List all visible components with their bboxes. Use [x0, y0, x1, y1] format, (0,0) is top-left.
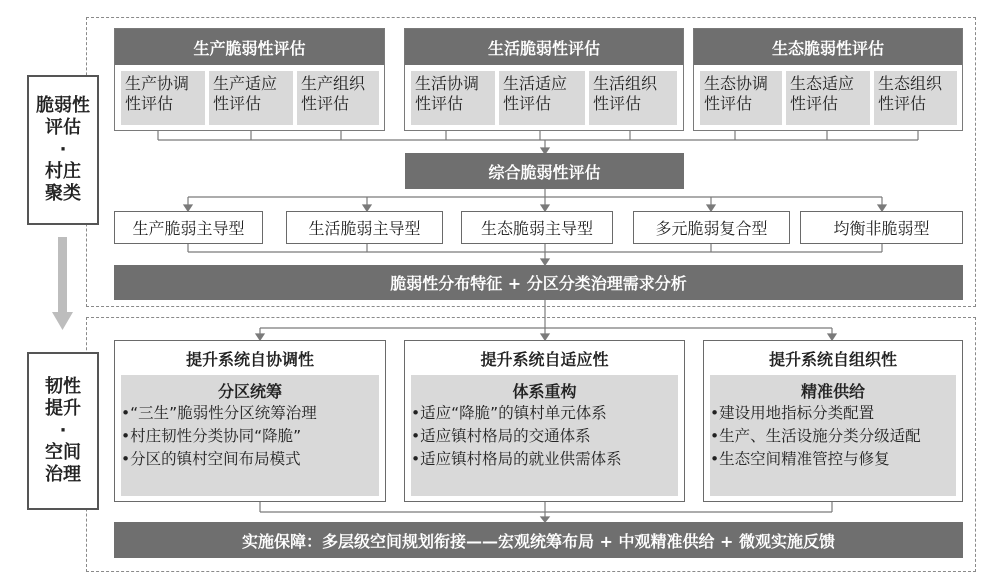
strategy-item: •生态空间精准管控与修复: [710, 450, 890, 468]
strategy-item: •建设用地指标分类配置: [710, 404, 875, 422]
type-balanced: 均衡非脆弱型: [800, 211, 963, 244]
composite-assessment: 综合脆弱性评估: [405, 153, 684, 189]
side-label-evaluation-text: 脆弱性 评估 · 村庄 聚类: [36, 95, 90, 204]
strategy-item: •生产、生活设施分类分级适配: [710, 427, 921, 445]
strategy-coordination: [114, 340, 386, 502]
down-arrow-icon: [52, 237, 73, 330]
strategy-item: •村庄韧性分类协同“降脆”: [121, 427, 302, 445]
strategy-subtitle: 精准供给: [800, 382, 865, 401]
strategy-subtitle: 分区统筹: [217, 382, 282, 401]
strategy-item: •适应镇村格局的交通体系: [411, 427, 591, 445]
sub-assessment: 生态协调 性评估: [700, 71, 782, 125]
assessment-title-ecology: 生态脆弱性评估: [694, 29, 962, 65]
implementation-bar: 实施保障：多层级空间规划衔接——宏观统筹布局 + 中观精准供给 + 微观实施反馈: [114, 522, 963, 558]
assessment-title-living: 生活脆弱性评估: [405, 29, 683, 65]
sub-assessment: 生产组织 性评估: [297, 71, 379, 125]
strategy-detail: [121, 375, 379, 496]
strategy-item: •“三生”脆弱性分区统筹治理: [121, 404, 317, 422]
assessment-group-production: [114, 28, 385, 131]
sub-assessment: 生态适应 性评估: [786, 71, 870, 125]
strategy-item: •适应“降脆”的镇村单元体系: [411, 404, 607, 422]
sub-assessment: 生产协调 性评估: [121, 71, 205, 125]
strategy-item: •适应镇村格局的就业供需体系: [411, 450, 622, 468]
assessment-group-living: [404, 28, 684, 131]
assessment-title-production: 生产脆弱性评估: [115, 29, 384, 65]
sub-assessment: 生活组织 性评估: [589, 71, 677, 125]
analysis-bar: 脆弱性分布特征 + 分区分类治理需求分析: [114, 265, 963, 300]
type-production: 生产脆弱主导型: [114, 211, 263, 244]
strategy-subtitle: 体系重构: [512, 382, 577, 401]
sub-assessment: 生活协调 性评估: [411, 71, 495, 125]
strategy-detail: [411, 375, 678, 496]
side-label-governance-text: 韧性 提升 · 空间 治理: [45, 376, 81, 485]
strategy-detail: [710, 375, 956, 496]
type-ecology: 生态脆弱主导型: [461, 211, 613, 244]
sub-assessment: 生活适应 性评估: [499, 71, 585, 125]
sub-assessment: 生产适应 性评估: [209, 71, 293, 125]
type-composite: 多元脆弱复合型: [633, 211, 790, 244]
strategy-title: 提升系统自组织性: [768, 350, 897, 369]
strategy-item: •分区的镇村空间布局模式: [121, 450, 301, 468]
strategy-adaptation: [404, 340, 685, 502]
type-living: 生活脆弱主导型: [286, 211, 443, 244]
assessment-group-ecology: [693, 28, 963, 131]
strategy-organization: [703, 340, 963, 502]
sub-assessment: 生态组织 性评估: [874, 71, 957, 125]
strategy-title: 提升系统自适应性: [480, 350, 609, 369]
strategy-title: 提升系统自协调性: [185, 350, 314, 369]
